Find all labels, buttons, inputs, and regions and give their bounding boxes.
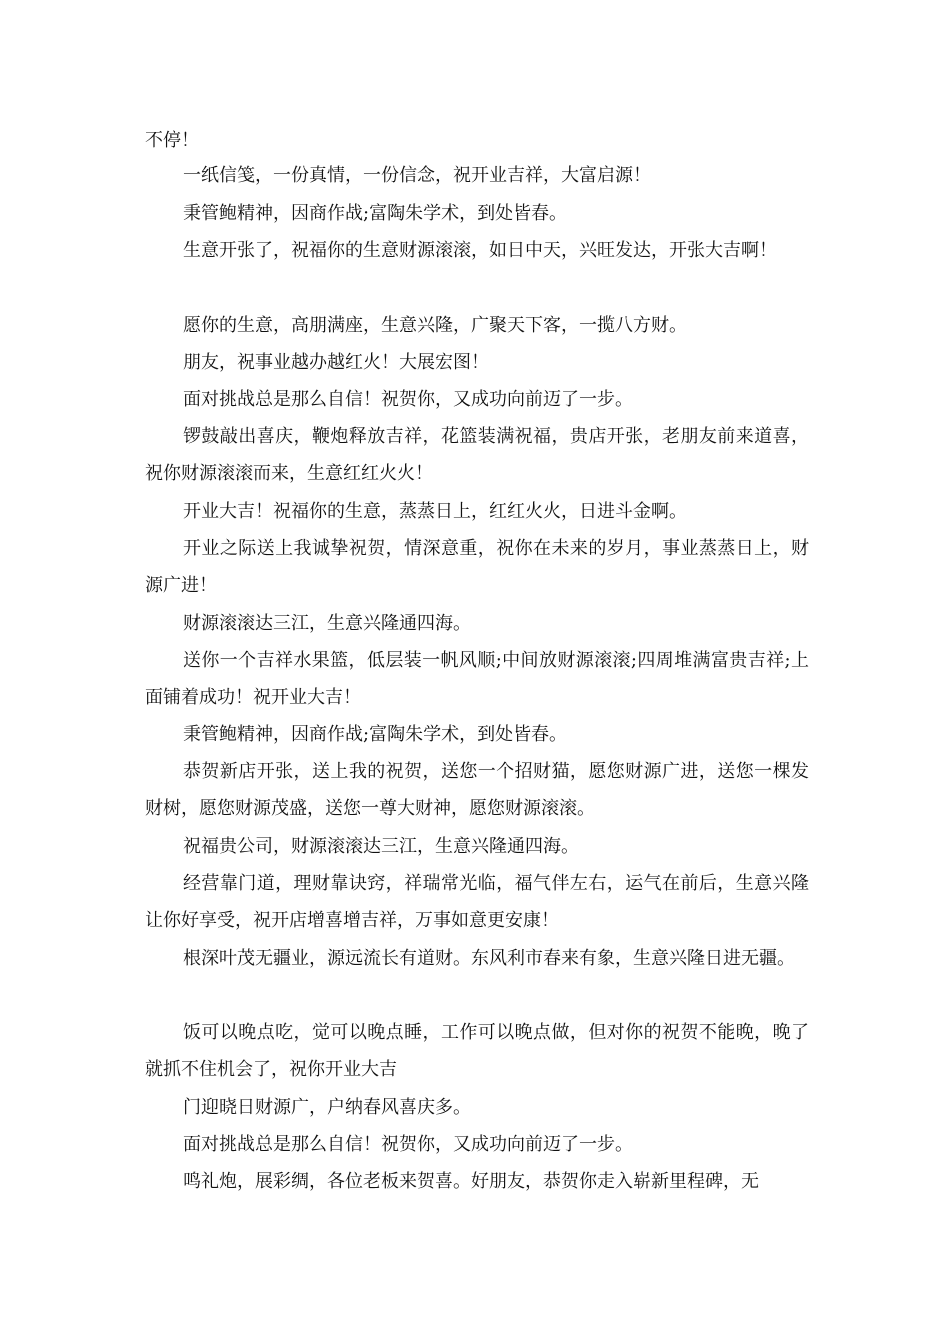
paragraph: 不停！ [145,130,199,151]
paragraph: 经营靠门道，理财靠诀窍，祥瑞常光临，福气伴左右，运气在前后，生意兴隆让你好享受，祝开店增喜增吉祥，万事如意更安康！ [145,873,809,931]
paragraph: 鸣礼炮，展彩绸，各位老板来贺喜。好朋友，恭贺你走入崭新里程碑，无 [183,1171,759,1192]
paragraph: 锣鼓敲出喜庆，鞭炮释放吉祥，花篮装满祝福，贵店开张，老朋友前来道喜，祝你财源滚滚而来，生意红红火火！ [145,426,809,484]
paragraph: 秉管鲍精神，因商作战;富陶朱学术，到处皆春。 [183,203,568,224]
paragraph: 愿你的生意，高朋满座，生意兴隆，广聚天下客，一揽八方财。 [183,315,687,336]
paragraph: 一纸信笺，一份真情，一份信念，祝开业吉祥，大富启源！ [183,165,651,186]
paragraph: 祝福贵公司，财源滚滚达三江，生意兴隆通四海。 [183,836,579,857]
paragraph: 开业大吉！祝福你的生意，蒸蒸日上，红红火火，日进斗金啊。 [183,501,687,522]
paragraph: 根深叶茂无疆业，源远流长有道财。东风利市春来有象，生意兴隆日进无疆。 [183,948,795,969]
paragraph: 财源滚滚达三江，生意兴隆通四海。 [183,613,471,634]
paragraph: 送你一个吉祥水果篮，低层装一帆风顺;中间放财源滚滚;四周堆满富贵吉祥;上面铺着成功！祝开业大吉！ [145,650,809,708]
paragraph: 开业之际送上我诚挚祝贺，情深意重，祝你在未来的岁月，事业蒸蒸日上，财源广进！ [145,538,809,596]
paragraph: 饭可以晚点吃，觉可以晚点睡，工作可以晚点做，但对你的祝贺不能晚，晚了就抓不住机会了，祝你开业大吉 [145,1022,809,1080]
paragraph: 朋友，祝事业越办越红火！大展宏图！ [183,352,489,373]
paragraph: 面对挑战总是那么自信！祝贺你，又成功向前迈了一步。 [183,1134,633,1155]
paragraph: 门迎晓日财源广，户纳春风喜庆多。 [183,1097,471,1118]
paragraph: 秉管鲍精神，因商作战;富陶朱学术，到处皆春。 [183,724,568,745]
paragraph: 生意开张了，祝福你的生意财源滚滚，如日中天，兴旺发达，开张大吉啊！ [183,240,777,261]
paragraph: 面对挑战总是那么自信！祝贺你，又成功向前迈了一步。 [183,389,633,410]
paragraph: 恭贺新店开张，送上我的祝贺，送您一个招财猫，愿您财源广进，送您一棵发财树，愿您财源茂盛，送您一尊大财神，愿您财源滚滚。 [145,761,809,819]
